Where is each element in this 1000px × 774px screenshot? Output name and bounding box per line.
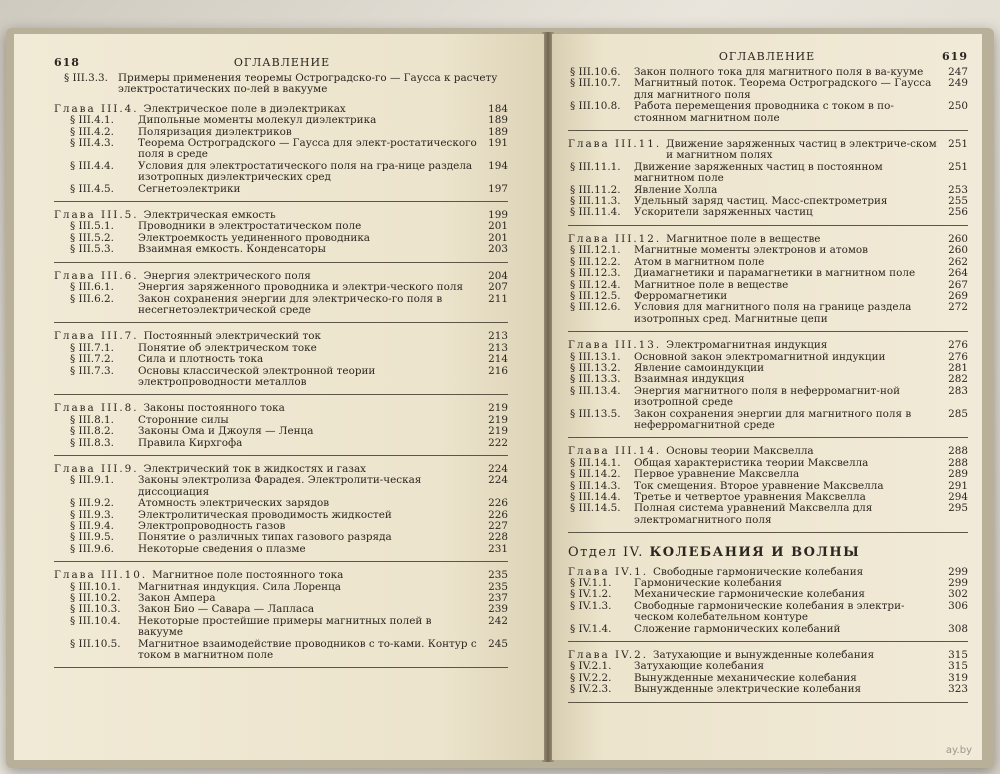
entry-page-number: 269 xyxy=(948,289,968,302)
entry-section-number: § III.9.5. xyxy=(70,531,114,544)
entry-section-number: § III.11.3. xyxy=(570,195,621,208)
entry-page-number: 299 xyxy=(948,577,968,590)
entry-section-number: § III.9.2. xyxy=(70,497,114,510)
entry-section-number: § III.10.4. xyxy=(70,614,121,627)
entry-title: Третье и четвертое уравнения Максвелла xyxy=(634,491,866,503)
entry-page-number: 189 xyxy=(488,114,508,127)
chapter-separator xyxy=(568,532,968,533)
chapter-label: Глава III.4. xyxy=(54,102,139,115)
entry-section-number: § III.4.2. xyxy=(70,125,114,138)
entry-section-number: § III.10.2. xyxy=(70,592,121,605)
entry-title: Основной закон электромагнитной индукции xyxy=(634,350,886,363)
entry-title: Явление Холла xyxy=(634,183,718,196)
entry-page-number: 302 xyxy=(948,588,968,601)
entry-section-number: § III.10.7. xyxy=(570,77,621,90)
chapter-label: Глава III.8. xyxy=(54,402,139,415)
entry-section-number: § IV.2.1. xyxy=(570,660,612,673)
toc-entry xyxy=(568,78,968,101)
entry-section-number: § III.5.2. xyxy=(70,231,114,244)
toc-entry xyxy=(54,184,508,195)
entry-page-number: 272 xyxy=(948,301,968,314)
chapter-separator xyxy=(568,641,968,642)
entry-section-number: § III.10.5. xyxy=(70,637,121,650)
entry-title: Магнитное поле в веществе xyxy=(634,278,789,291)
chapter-label: Глава III.7. xyxy=(54,330,139,343)
entry-section-number: § III.3.3. xyxy=(64,72,108,84)
entry-section-number: § III.9.4. xyxy=(70,520,114,532)
entry-page-number: 211 xyxy=(488,292,508,305)
toc-entry xyxy=(54,544,508,555)
entry-section-number: § III.11.1. xyxy=(570,160,621,173)
entry-title: Движение заряженных частиц в постоянном магнитном поле xyxy=(634,160,883,185)
entry-title: Взаимная емкость. Конденсаторы xyxy=(138,243,326,256)
entry-page-number: 315 xyxy=(948,660,968,673)
entry-section-number: § III.13.3. xyxy=(570,373,621,386)
chapter-heading xyxy=(568,139,968,162)
entry-section-number: § III.7.3. xyxy=(70,364,114,377)
entry-section-number: § III.12.1. xyxy=(570,244,621,257)
toc-entry xyxy=(568,162,968,185)
book-spread xyxy=(6,28,994,768)
toc-entry xyxy=(54,354,508,365)
entry-section-number: § III.10.3. xyxy=(70,603,121,616)
chapter-page-number: 199 xyxy=(488,209,508,222)
entry-section-number: § III.6.2. xyxy=(70,292,114,305)
entry-title: Некоторые простейшие примеры магнитных полей в вакууме xyxy=(138,614,432,639)
entry-title: Магнитные моменты электронов и атомов xyxy=(634,244,869,257)
entry-page-number: 250 xyxy=(948,100,968,113)
chapter-label: Глава IV.1. xyxy=(568,565,649,578)
chapter-heading xyxy=(54,570,508,581)
entry-page-number: 227 xyxy=(488,520,508,532)
entry-page-number: 239 xyxy=(488,603,508,616)
entry-page-number: 294 xyxy=(948,491,968,503)
entry-section-number: § III.14.5. xyxy=(570,502,621,515)
entry-section-number: § IV.1.1. xyxy=(570,577,612,590)
entry-title: Магнитное взаимодействие проводников с то-ками. Контур с током в магнитном поле xyxy=(138,637,477,662)
chapter-separator xyxy=(54,201,508,202)
entry-title: Закон полного тока для магнитного поля в ва-кууме xyxy=(634,66,924,78)
right-page xyxy=(552,34,982,760)
entry-page-number: 189 xyxy=(488,125,508,138)
entry-section-number: § IV.2.3. xyxy=(570,683,612,696)
entry-section-number: § III.9.3. xyxy=(70,508,114,521)
entry-page-number: 249 xyxy=(948,77,968,90)
entry-title: Удельный заряд частиц. Масс-спектрометрия xyxy=(634,195,888,208)
chapter-label: Глава III.10. xyxy=(54,569,148,582)
toc-entry xyxy=(54,616,508,639)
entry-page-number: 276 xyxy=(948,350,968,363)
chapter-page-number: 204 xyxy=(488,269,508,282)
watermark: ay.by xyxy=(945,745,972,756)
entry-page-number: 245 xyxy=(488,637,508,650)
entry-page-number: 283 xyxy=(948,384,968,397)
entry-section-number: § III.14.4. xyxy=(570,491,621,503)
chapter-separator xyxy=(54,262,508,263)
chapter-title: Основы теории Максвелла xyxy=(666,445,814,458)
entry-title: Ферромагнетики xyxy=(634,289,728,302)
chapter-page-number: 224 xyxy=(488,462,508,475)
entry-title: Общая характеристика теории Максвелла xyxy=(634,456,869,469)
entry-page-number: 226 xyxy=(488,508,508,521)
toc-entry xyxy=(54,138,508,161)
entry-title: Поляризация диэлектриков xyxy=(138,125,292,138)
toc-entry xyxy=(54,282,508,293)
entry-section-number: § III.10.1. xyxy=(70,580,121,593)
entry-title: Проводники в электростатическом поле xyxy=(138,220,362,233)
chapter-title: Энергия электрического поля xyxy=(143,269,311,282)
entry-page-number: 260 xyxy=(948,244,968,257)
chapter-separator xyxy=(54,561,508,562)
entry-page-number: 237 xyxy=(488,592,508,605)
entry-page-number: 285 xyxy=(948,407,968,420)
entry-title: Вынужденные механические колебания xyxy=(634,671,857,684)
entry-title: Механические гармонические колебания xyxy=(634,588,865,601)
toc-entry xyxy=(568,624,968,635)
toc-entry xyxy=(54,426,508,437)
toc-entry xyxy=(568,268,968,279)
entry-title: Некоторые сведения о плазме xyxy=(138,542,306,555)
entry-title: Затухающие колебания xyxy=(634,660,765,673)
entry-page-number: 203 xyxy=(488,243,508,256)
entry-section-number: § III.7.2. xyxy=(70,353,114,366)
entry-page-number: 256 xyxy=(948,206,968,219)
entry-title: Электролитическая проводимость жидкостей xyxy=(138,508,392,521)
entry-title: Магнитная индукция. Сила Лоренца xyxy=(138,580,341,593)
right-page-number: 619 xyxy=(942,50,968,63)
chapter-label: Глава III.12. xyxy=(568,232,662,245)
entry-section-number: § III.12.5. xyxy=(570,289,621,302)
chapter-heading xyxy=(54,403,508,414)
entry-title: Условия для электростатического поля на гра-нице раздела изотропных диэлектрических сред xyxy=(138,159,473,184)
right-running-title: ОГЛАВЛЕНИЕ xyxy=(718,50,816,63)
entry-title: Понятие об электрическом токе xyxy=(138,341,317,354)
entry-section-number: § III.10.6. xyxy=(570,66,621,78)
toc-entry xyxy=(568,245,968,256)
entry-title: Примеры применения теоремы Остроградско-го — Гаусса к расчету электростатических по-лей в вакууме xyxy=(118,72,498,96)
entry-section-number: § III.8.1. xyxy=(70,413,114,426)
toc-entry xyxy=(54,294,508,317)
entry-section-number: § III.11.2. xyxy=(570,183,621,196)
entry-title: Понятие о различных типах газового разряда xyxy=(138,531,392,544)
toc-entry xyxy=(568,363,968,374)
toc-entry xyxy=(54,343,508,354)
entry-title: Полная система уравнений Максвелла для электромагнитного поля xyxy=(634,502,873,526)
entry-page-number: 201 xyxy=(488,231,508,244)
chapter-page-number: 184 xyxy=(488,102,508,115)
chapter-page-number: 260 xyxy=(948,232,968,245)
entry-page-number: 191 xyxy=(488,137,508,150)
entry-section-number: § III.10.8. xyxy=(570,100,621,113)
toc-entry xyxy=(54,161,508,184)
chapter-title: Электрическое поле в диэлектриках xyxy=(143,102,346,115)
entry-page-number: 197 xyxy=(488,182,508,195)
entry-section-number: § III.14.1. xyxy=(570,456,621,469)
entry-page-number: 291 xyxy=(948,479,968,492)
toc-entry xyxy=(568,601,968,624)
entry-section-number: § III.12.2. xyxy=(570,255,621,268)
chapter-label: Глава III.11. xyxy=(568,138,662,151)
entry-page-number: 306 xyxy=(948,599,968,612)
chapter-title: Постоянный электрический ток xyxy=(143,330,321,343)
toc-entry xyxy=(568,684,968,695)
entry-title: Магнитный поток. Теорема Остроградского — Гаусса для магнитного поля xyxy=(634,77,932,101)
left-intro-entry xyxy=(54,73,508,96)
entry-title: Закон сохранения энергии для магнитного поля в неферромагнитной среде xyxy=(634,407,912,431)
entry-page-number: 262 xyxy=(948,255,968,268)
entry-title: Дипольные моменты молекул диэлектрика xyxy=(138,114,377,127)
chapter-label: Глава III.14. xyxy=(568,445,662,458)
entry-page-number: 319 xyxy=(948,671,968,684)
chapter-page-number: 276 xyxy=(948,339,968,352)
toc-entry xyxy=(568,207,968,218)
chapter-separator xyxy=(568,437,968,438)
chapter-heading xyxy=(54,331,508,342)
entry-title: Вынужденные электрические колебания xyxy=(634,683,862,696)
toc-entry xyxy=(54,582,508,593)
entry-section-number: § III.14.2. xyxy=(570,468,621,481)
chapter-page-number: 315 xyxy=(948,649,968,662)
entry-title: Атомность электрических зарядов xyxy=(138,497,330,510)
left-page-header xyxy=(54,56,508,69)
entry-page-number: 247 xyxy=(948,66,968,78)
right-toc xyxy=(568,67,968,703)
chapter-page-number: 219 xyxy=(488,402,508,415)
chapter-separator xyxy=(54,322,508,323)
entry-section-number: § III.6.1. xyxy=(70,281,114,294)
chapter-title: Электрический ток в жидкостях и газах xyxy=(143,462,367,475)
chapter-title: Электрическая емкость xyxy=(143,209,276,222)
chapter-title: Законы постоянного тока xyxy=(143,402,285,415)
chapter-separator xyxy=(568,702,968,703)
entry-title: Правила Кирхгофа xyxy=(138,436,243,449)
toc-entry xyxy=(568,503,968,526)
entry-page-number: 288 xyxy=(948,456,968,469)
entry-title: Сторонние силы xyxy=(138,413,229,426)
entry-title: Свободные гармонические колебания в электри-ческом колебательном контуре xyxy=(634,599,905,624)
entry-section-number: § III.11.4. xyxy=(570,206,621,219)
chapter-heading xyxy=(568,650,968,661)
left-toc xyxy=(54,73,508,668)
entry-page-number: 214 xyxy=(488,353,508,366)
entry-section-number: § III.8.2. xyxy=(70,425,114,438)
toc-entry xyxy=(54,639,508,662)
entry-title: Законы электролиза Фарадея. Электролити-ческая диссоциация xyxy=(138,474,422,498)
entry-title: Электропроводность газов xyxy=(138,520,286,532)
toc-entry xyxy=(54,498,508,509)
chapter-label: Глава IV.2. xyxy=(568,649,649,662)
chapter-label: Глава III.9. xyxy=(54,462,139,475)
entry-section-number: § III.13.4. xyxy=(570,384,621,397)
chapter-page-number: 251 xyxy=(948,138,968,151)
entry-page-number: 267 xyxy=(948,278,968,291)
entry-section-number: § III.12.4. xyxy=(570,278,621,291)
entry-page-number: 216 xyxy=(488,364,508,377)
entry-section-number: § III.4.5. xyxy=(70,182,114,195)
entry-page-number: 235 xyxy=(488,580,508,593)
entry-title: Сила и плотность тока xyxy=(138,353,264,366)
entry-page-number: 194 xyxy=(488,159,508,172)
chapter-separator xyxy=(54,394,508,395)
entry-title: Закон Био — Савара — Лапласа xyxy=(138,603,315,616)
toc-entry xyxy=(568,409,968,432)
entry-section-number: § III.5.3. xyxy=(70,243,114,256)
chapter-title: Движение заряженных частиц в электриче-ском и магнитном полях xyxy=(666,138,937,162)
chapter-page-number: 299 xyxy=(948,565,968,578)
entry-page-number: 295 xyxy=(948,502,968,515)
chapter-separator xyxy=(568,130,968,131)
entry-page-number: 228 xyxy=(488,531,508,544)
entry-section-number: § IV.2.2. xyxy=(570,671,612,684)
chapter-label: Глава III.5. xyxy=(54,209,139,222)
entry-title: Работа перемещения проводника с током в по-стоянном магнитном поле xyxy=(634,100,894,124)
entry-title: Гармонические колебания xyxy=(634,577,782,590)
entry-title: Атом в магнитном поле xyxy=(634,255,765,268)
toc-entry xyxy=(568,469,968,480)
entry-page-number: 282 xyxy=(948,373,968,386)
entry-page-number: 231 xyxy=(488,542,508,555)
chapter-separator xyxy=(54,455,508,456)
right-page-header xyxy=(568,50,968,63)
chapter-title: Магнитное поле в веществе xyxy=(666,232,821,245)
entry-title: Теорема Остроградского — Гаусса для элект-ростатического поля в среде xyxy=(138,137,477,161)
chapter-title: Затухающие и вынужденные колебания xyxy=(653,649,875,662)
entry-page-number: 281 xyxy=(948,361,968,374)
entry-section-number: § III.8.3. xyxy=(70,436,114,449)
entry-section-number: § IV.1.3. xyxy=(570,599,612,612)
left-running-title: ОГЛАВЛЕНИЕ xyxy=(233,56,331,69)
entry-section-number: § IV.1.2. xyxy=(570,588,612,601)
entry-section-number: § III.4.4. xyxy=(70,159,114,172)
entry-title: Взаимная индукция xyxy=(634,373,745,386)
entry-section-number: § III.12.3. xyxy=(570,267,621,280)
entry-section-number: § III.9.1. xyxy=(70,474,114,487)
entry-page-number: 255 xyxy=(948,195,968,208)
chapter-title: Свободные гармонические колебания xyxy=(653,565,864,578)
part-title: КОЛЕБАНИЯ И ВОЛНЫ xyxy=(649,545,861,561)
toc-entry xyxy=(54,244,508,255)
entry-section-number: § III.13.2. xyxy=(570,361,621,374)
entry-page-number: 226 xyxy=(488,497,508,510)
entry-title: Закон сохранения энергии для электрическо-го поля в несегнетоэлектрической среде xyxy=(138,292,443,316)
left-page xyxy=(14,34,544,760)
chapter-separator xyxy=(568,331,968,332)
toc-entry xyxy=(568,280,968,291)
entry-title: Первое уравнение Максвелла xyxy=(634,468,800,481)
entry-title: Законы Ома и Джоуля — Ленца xyxy=(138,425,314,438)
toc-entry xyxy=(568,352,968,363)
toc-entry xyxy=(54,475,508,498)
entry-page-number: 242 xyxy=(488,614,508,627)
part-heading xyxy=(568,545,968,561)
part-label: Отдел IV. xyxy=(568,545,644,561)
chapter-title: Магнитное поле постоянного тока xyxy=(152,569,344,582)
chapter-heading xyxy=(568,340,968,351)
toc-entry xyxy=(568,386,968,409)
entry-title: Электроемкость уединенного проводника xyxy=(138,231,371,244)
toc-entry xyxy=(54,366,508,389)
left-page-number: 618 xyxy=(54,56,80,69)
entry-section-number: § III.5.1. xyxy=(70,220,114,233)
chapter-label: Глава III.13. xyxy=(568,339,662,352)
toc-entry xyxy=(54,438,508,449)
entry-title: Энергия заряженного проводника и электри-ческого поля xyxy=(138,281,464,294)
entry-section-number: § III.9.6. xyxy=(70,542,114,555)
chapter-page-number: 213 xyxy=(488,330,508,343)
chapter-separator xyxy=(54,667,508,668)
entry-page-number: 253 xyxy=(948,183,968,196)
entry-section-number: § IV.1.4. xyxy=(570,622,612,635)
entry-section-number: § III.13.5. xyxy=(570,407,621,420)
entry-section-number: § III.12.6. xyxy=(570,301,621,314)
entry-section-number: § III.4.3. xyxy=(70,137,114,150)
entry-section-number: § III.13.1. xyxy=(570,350,621,363)
toc-entry xyxy=(54,115,508,126)
entry-page-number: 264 xyxy=(948,267,968,280)
entry-page-number: 222 xyxy=(488,436,508,449)
entry-page-number: 219 xyxy=(488,425,508,438)
entry-title: Сложение гармонических колебаний xyxy=(634,622,841,635)
entry-page-number: 213 xyxy=(488,341,508,354)
entry-title: Условия для магнитного поля на границе раздела изотропных сред. Магнитные цепи xyxy=(634,301,912,325)
entry-page-number: 289 xyxy=(948,468,968,481)
chapter-title: Электромагнитная индукция xyxy=(666,339,828,352)
chapter-label: Глава III.6. xyxy=(54,269,139,282)
entry-title: Закон Ампера xyxy=(138,592,216,605)
entry-page-number: 251 xyxy=(948,160,968,173)
entry-section-number: § III.4.1. xyxy=(70,114,114,127)
chapter-page-number: 235 xyxy=(488,569,508,582)
entry-page-number: 219 xyxy=(488,413,508,426)
toc-entry xyxy=(568,302,968,325)
entry-page-number: 308 xyxy=(948,622,968,635)
entry-title: Энергия магнитного поля в неферромагнит-ной изотропной среде xyxy=(634,384,901,409)
entry-page-number: 323 xyxy=(948,683,968,696)
toc-entry xyxy=(568,101,968,124)
entry-title: Основы классической электронной теории электропроводности металлов xyxy=(138,364,376,388)
entry-page-number: 207 xyxy=(488,281,508,294)
entry-section-number: § III.7.1. xyxy=(70,341,114,354)
entry-page-number: 224 xyxy=(488,474,508,487)
entry-page-number: 201 xyxy=(488,220,508,233)
chapter-page-number: 288 xyxy=(948,445,968,458)
entry-title: Явление самоиндукции xyxy=(634,361,765,374)
entry-title: Ток смещения. Второе уравнение Максвелла xyxy=(634,479,884,492)
entry-title: Сегнетоэлектрики xyxy=(138,182,241,195)
chapter-separator xyxy=(568,225,968,226)
entry-title: Диамагнетики и парамагнетики в магнитном поле xyxy=(634,267,916,280)
entry-title: Ускорители заряженных частиц xyxy=(634,206,813,219)
entry-section-number: § III.14.3. xyxy=(570,479,621,492)
